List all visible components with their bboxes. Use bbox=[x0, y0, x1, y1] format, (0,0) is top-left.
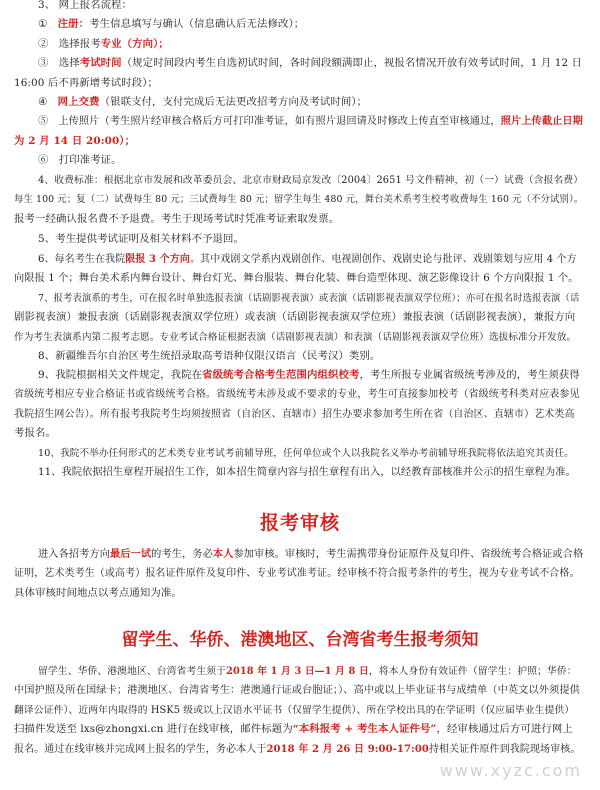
item-9-line-4: 考报名。 bbox=[14, 427, 56, 440]
process-title: 3、 网上报名流程： bbox=[38, 0, 133, 11]
item-9 bbox=[14, 366, 584, 444]
review-line-3: 具体审核时间地点以考点通知为准。 bbox=[14, 586, 182, 599]
fee-line-2: 每生 100 元；复（二）试费每生 80 元；三试费每生 80 元；留学生每生 480 元，舞台美术系考生校考收费每生 160 元（不分试别）。 bbox=[14, 194, 584, 206]
review-line-2: 证明，艺术类考生（或高考）报名证件原件及复印件、专业考试准考证。经审核不符合报考条件的考生，视为专业考试不合格。 bbox=[14, 568, 580, 580]
item-11-text: 11、我院依据招生章程开展招生工作，如本招生简章内容与招生章程有出入，以经教育部核准并公示的招生章程为准。 bbox=[38, 467, 576, 478]
intl-section bbox=[14, 662, 584, 759]
intl-heading: 留学生、华侨、港澳地区、台湾省考生报考须知 bbox=[121, 630, 479, 650]
process-step-3-cont: 16:00 后不再新增考试时段）； bbox=[14, 76, 159, 89]
item-7-line-3: 作为考生表演系内第二报考志愿。专业考试合格证根据表演（话剧影视表演）和表演（话剧影视表演双学位班）选拔标准分开发放。 bbox=[14, 331, 577, 343]
item-10-text: 10、我院不举办任何形式的艺术类专业考试考前辅导班，任何单位或个人以我院名义举办考前辅导班我院将依法追究其责任。 bbox=[38, 448, 574, 459]
intl-line-4: 扫描件发送至 lxs@zhongxi.cn 进行在线审核，邮件标题为“本科报考 + 考生本人证件号”，经审核通过后方可进行网上 bbox=[14, 723, 573, 736]
item-8 bbox=[14, 347, 584, 366]
intl-line-3: 翻译公证件）、近两年内取得的 HSK5 级或以上汉语水平证书（仅留学生提供）、所在学校出具的在学证明（仅应届毕业生提供） bbox=[14, 704, 575, 716]
process-step-4: ④ 网上交费（银联支付，支付完成后无法更改招考方向及考试时间）； bbox=[38, 96, 368, 109]
process-section bbox=[14, 0, 584, 171]
intl-line-2: 中国护照及所在国绿卡；港澳地区、台湾省考生：港澳通行证或台胞证；）、高中或以上毕业证书与成绩单（中英文以外须提供 bbox=[14, 685, 580, 697]
intl-line-1: 留学生、华侨、港澳地区、台湾省考生须于2018 年 1 月 3 日—1 月 8 日，将本人身份有效证件（留学生：护照；华侨： bbox=[38, 666, 577, 677]
process-step-6: ⑥ 打印准考证。 bbox=[38, 154, 122, 167]
item-9-line-1: 9、我院根据相关文件规定，我院在省级统考合格考生范围内组织校考，考生所报专业属省级统考涉及的，考生须获得 bbox=[38, 369, 580, 381]
item-9-line-2: 省级统考相应专业合格证书或省级统考合格。省级统考未涉及或不要求的专业，考生可直接参加校考（省级统考科类对应表参见 bbox=[14, 389, 580, 401]
item-11 bbox=[14, 463, 584, 482]
process-step-3: ③ 选择考试时间（规定时间段内考生自选初试时间，各时间段额满即止，视报名情况开放有效考试时间，1 月 12 日 bbox=[38, 57, 583, 70]
review-section bbox=[14, 545, 584, 603]
review-line-1: 进入各招考方向最后一试的考生，务必本人参加审核。审核时，考生需携带身份证原件及复印件、省级统考合格证或合格 bbox=[38, 548, 584, 560]
process-step-5: ⑤ 上传照片（考生照片经审核合格后方可打印准考证，如有照片退回请及时修改上传直至审核通过，照片上传截止日期 bbox=[38, 115, 583, 128]
item-6-line-2: 向限报 1 个；舞台美术系内舞台设计、舞台灯光、舞台服装、舞台化装、舞台造型体现、演艺影像设计 6 个方向限报 1 个。 bbox=[14, 273, 579, 285]
item-7-line-1: 7、报考表演系的考生，可在报名时单独选报表演（话剧影视表演）或表演（话剧影视表演双学位班）；亦可在报名时选报表演（话 bbox=[38, 293, 580, 304]
fee-line-3: 报考一经确认报名费不予退费。考生于现场考试时凭准考证索取发票。 bbox=[14, 212, 340, 225]
watermark: www.xyzc.com bbox=[439, 760, 582, 780]
review-heading: 报考审核 bbox=[259, 512, 340, 534]
item-6 bbox=[14, 250, 584, 289]
fee-line-1: 4、收费标准：根据北京市发展和改革委员会、北京市财政局京发改〔2004〕2651 号文件精神，初（一）试费（含报名费） bbox=[38, 175, 584, 186]
item-8-text: 8、新疆维吾尔自治区考生统招录取高考语种仅限汉语言（民考汉）类别。 bbox=[38, 350, 381, 362]
item-5 bbox=[14, 230, 584, 249]
item-7-line-2: 剧影视表演）兼报表演（话剧影视表演双学位班）或表演（话剧影视表演双学位班）兼报表演（话剧影视表演），兼报方向 bbox=[14, 311, 576, 324]
item-9-line-3: 我院招生网公告）。所有报考我院考生均须按照省（自治区、直辖市）招生办要求参加考生所在省（自治区、直辖市）艺术类高 bbox=[14, 408, 575, 420]
process-step-2: ② 选择报考专业（方向）； bbox=[38, 37, 169, 50]
process-step-5-deadline: 为 2 月 14 日 20:00）； bbox=[14, 134, 136, 147]
intl-line-5: 报名。通过在线审核并完成网上报名的学生，务必本人于2018 年 2 月 26 日 9:00-17:00持相关证件原件到我院现场审核。 bbox=[14, 743, 581, 755]
item-5-text: 5、考生提供考试证明及相关材料不予退回。 bbox=[38, 233, 245, 245]
process-step-1: ① 注册：考生信息填写与确认（信息确认后无法修改）； bbox=[38, 18, 305, 31]
item-7 bbox=[14, 289, 584, 347]
item-6-line-1: 6、每名考生在我院限报 3 个方向。其中戏剧文学系内戏剧创作、电视剧创作、戏剧史论与批评、戏剧策划与应用 4 个方 bbox=[38, 254, 577, 265]
item-10 bbox=[14, 444, 584, 463]
fee-section bbox=[14, 171, 584, 229]
